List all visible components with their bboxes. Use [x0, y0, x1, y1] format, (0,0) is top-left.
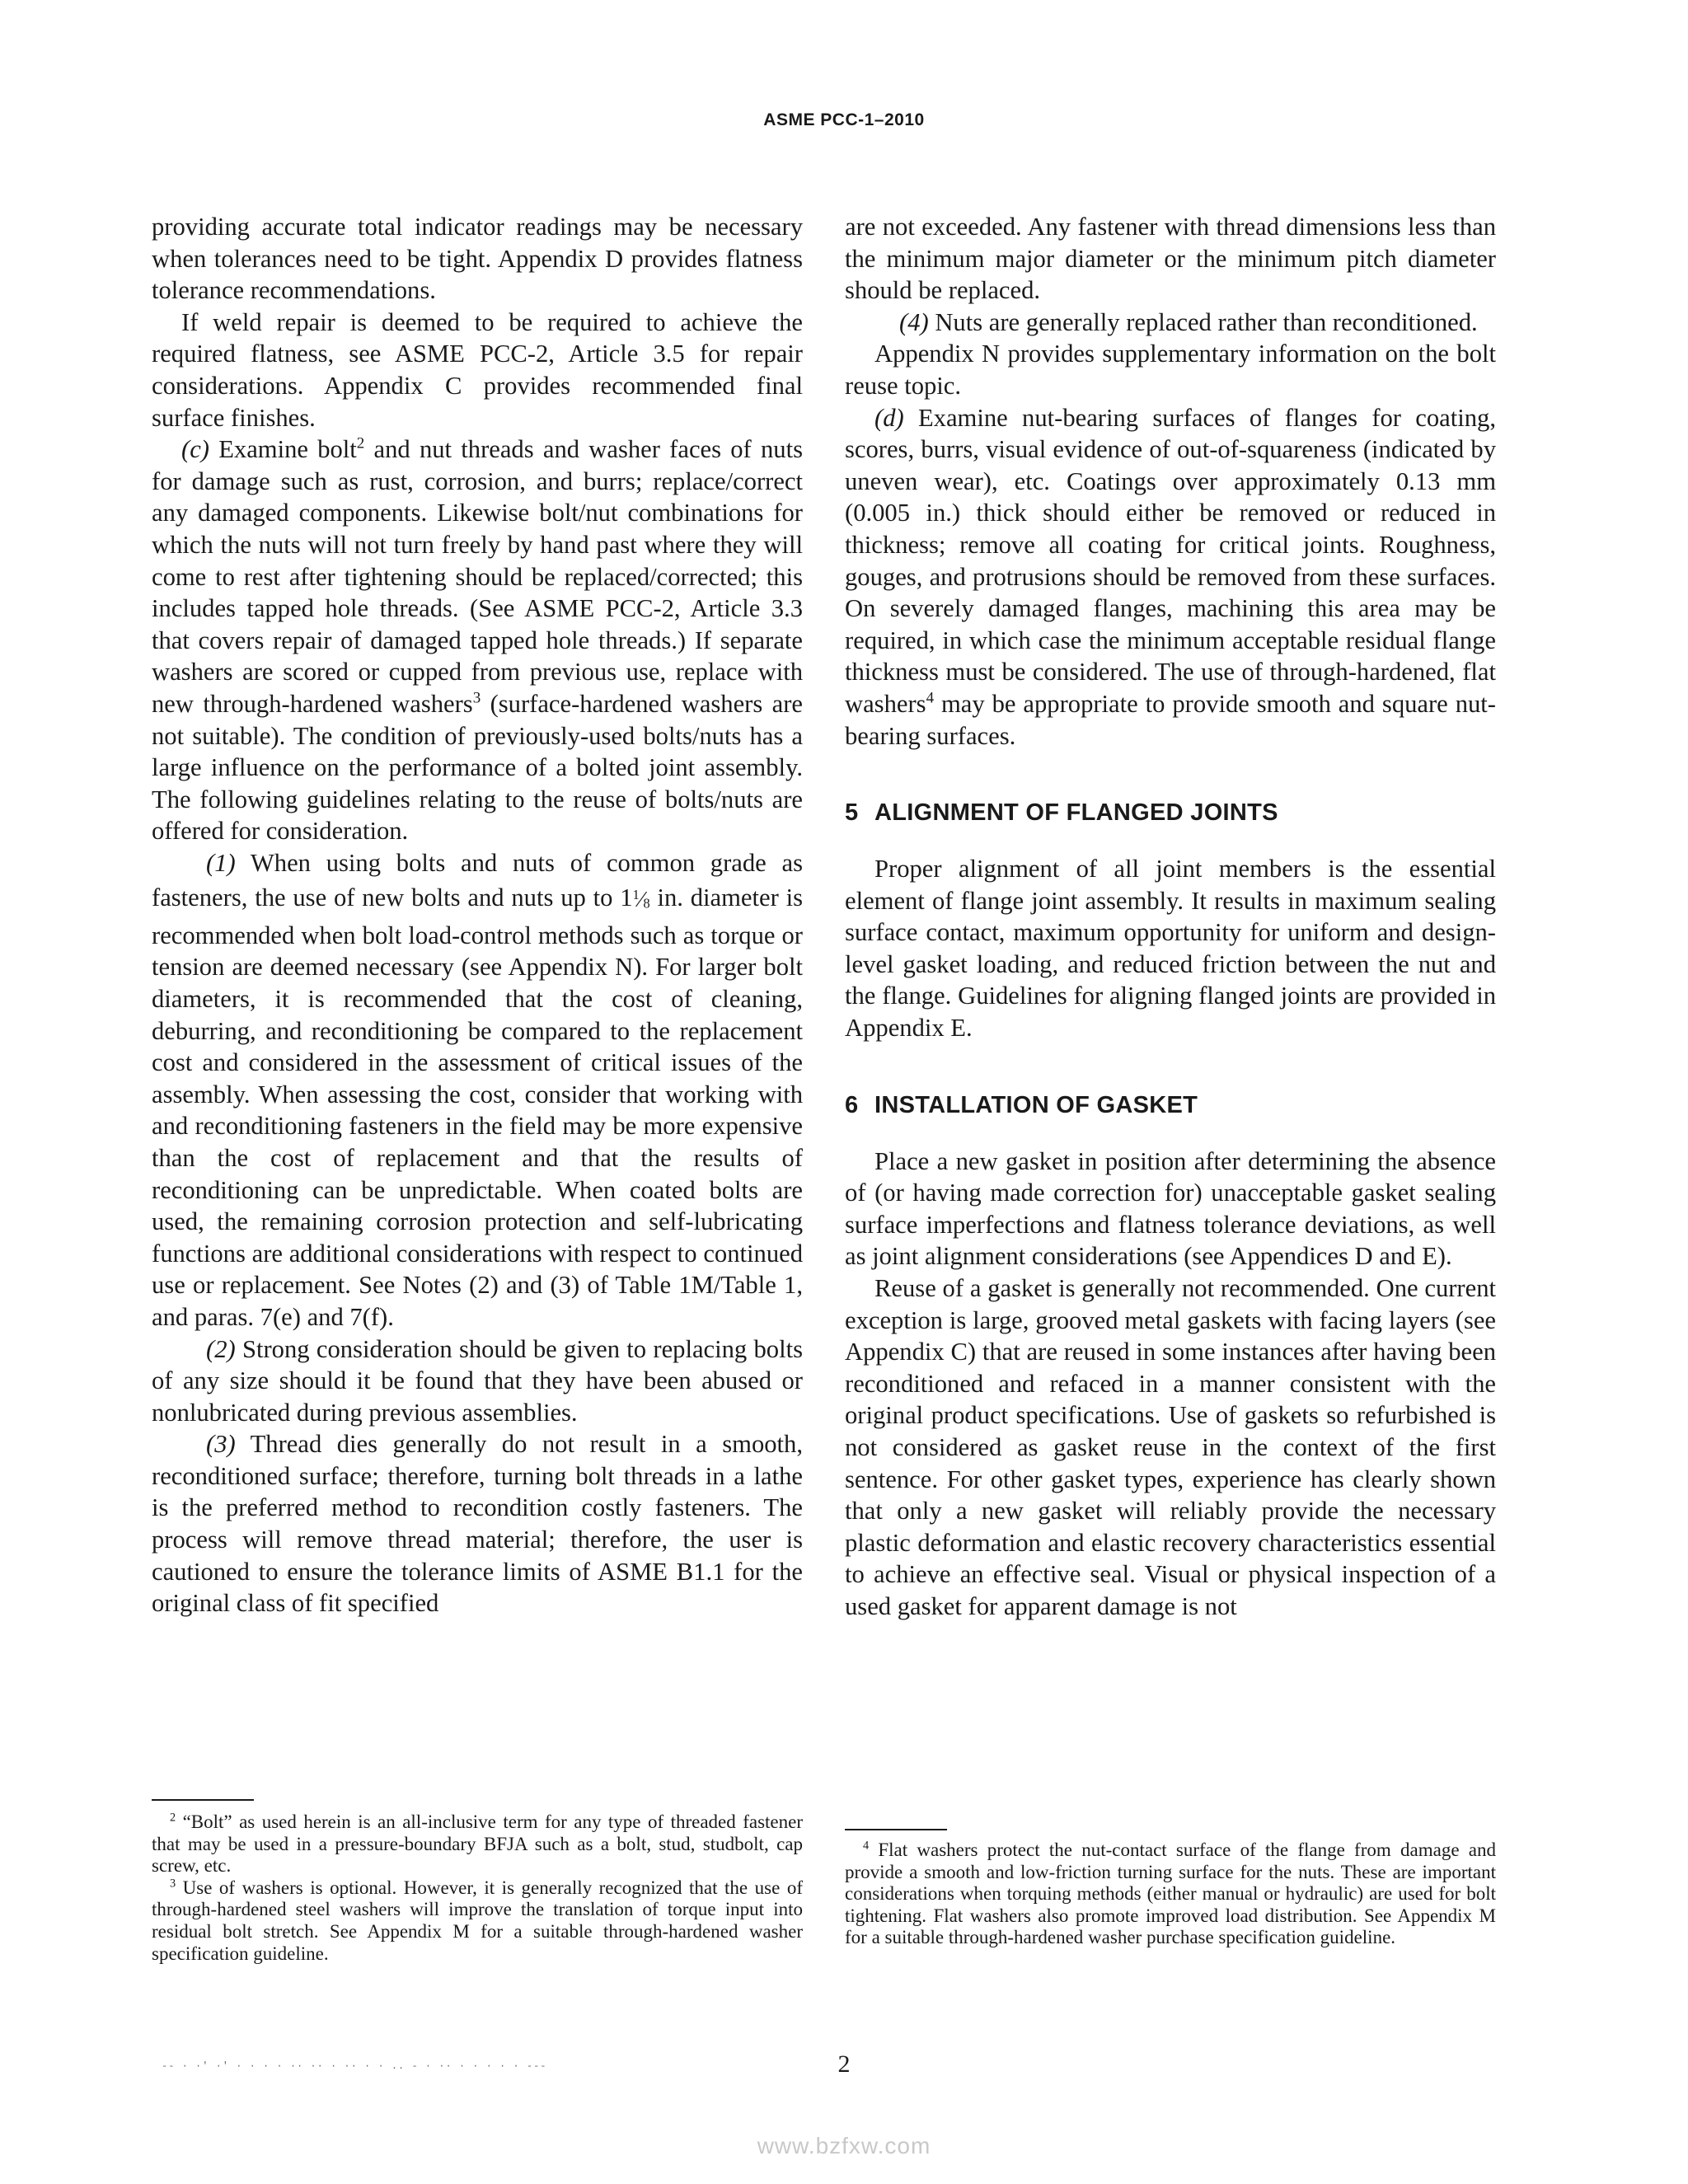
footnote-mark: 2: [170, 1811, 176, 1825]
footnote-rule: [152, 1799, 254, 1801]
paragraph: providing accurate total indicator readings may be necessary when tolerances need to be tight. Appendix D provides flatness tolerance recommendations.: [152, 213, 803, 305]
footnote-4: [845, 1840, 1496, 1949]
text-run: in. diameter is recommended when bolt load-control methods such as torque or tension are deemed necessary (see Appendix N). For larger bolt diameters, it is recommended that the cost of cleaning, deburring, and reconditioning be compared to the replacement cost and considered in the assessment of critical issues of the assembly. When assessing the cost, consider that working with and reconditioning fasteners in the field may be more expensive than the cost of replacement and that the results of reconditioning can be unpredictable. When coated bolts are used, the remaining corrosion protection and self-lubricating functions are additional considerations with respect to continued use or replacement. See Notes (2) and (3) of Table 1M/Table 1, and paras. 7(e) and 7(f).: [152, 883, 803, 1331]
section-heading-6: [845, 1092, 1496, 1119]
footnote-text: Flat washers protect the nut-contact surface of the flange from damage and provide a smooth and low-friction turning surface for the nuts. These are important considerations when torquing methods (either manual or hydraulic) are used for bolt tightening. Flat washers also promote improved load distribution. See Appendix M for a suitable through-hardened washer purchase specification guideline.: [845, 1840, 1496, 1948]
item-label: (4): [899, 307, 929, 336]
section-number: 6: [845, 1091, 859, 1118]
item-label: (d): [874, 403, 904, 432]
footnote-ref: 3: [472, 689, 481, 707]
text-run: Examine bolt: [209, 435, 357, 464]
paragraph-3: [152, 1428, 803, 1619]
text-run: may be appropriate to provide smooth and square nut-bearing surfaces.: [845, 689, 1496, 750]
item-label: (c): [181, 435, 209, 464]
text-run: Strong consideration should be given to replacing bolts of any size should it be found that they have been abused or nonlubricated during previous assemblies.: [152, 1334, 803, 1427]
footnote-2: [152, 1811, 803, 1877]
section-title: ALIGNMENT OF FLANGED JOINTS: [874, 799, 1278, 827]
watermark: www.bzfxw.com: [757, 2133, 931, 2158]
footnote-mark: 4: [863, 1839, 870, 1853]
paragraph: are not exceeded. Any fastener with thread dimensions less than the minimum major diameter or the minimum pitch diameter should be replaced.: [845, 213, 1496, 305]
footnote-ref: 4: [926, 689, 935, 707]
paragraph: Place a new gasket in position after determining the absence of (or having made correction for) unacceptable gasket sealing surface imperfections and flatness tolerance deviations, as well as joint alignment considerations (see Appendices D and E).: [845, 1146, 1496, 1271]
running-head: ASME PCC-1–2010: [763, 110, 925, 129]
footer-noise: -- · ·' ·' · · · · ·· ·· · ·· · · .. - · ·· · · · · · ---: [162, 2060, 547, 2072]
paragraph-c: [152, 434, 803, 847]
footnotes-right: [845, 1840, 1496, 1949]
item-label: (1): [206, 848, 236, 877]
footnote-text: “Bolt” as used herein is an all-inclusive term for any type of threaded fastener that may be used in a pressure-boundary BFJA such as a bolt, stud, studbolt, cap screw, etc.: [152, 1811, 803, 1877]
item-label: (2): [206, 1334, 236, 1363]
section-number: 5: [845, 799, 859, 827]
section-heading-5: [845, 799, 1496, 827]
paragraph-d: [845, 402, 1496, 752]
item-label: (3): [206, 1430, 236, 1459]
footnote-3: [152, 1877, 803, 1965]
paragraph-2: [152, 1333, 803, 1429]
left-column: [152, 211, 803, 1619]
text-run: Examine nut-bearing surfaces of flanges for coating, scores, burrs, visual evidence of out-of-squareness (indicated by uneven wear), etc. Coatings over approximately 0.13 mm (0.005 in.) thick should either be removed or reduced in thickness; remove all coating for critical joints. Roughness, gouges, and protrusions should be removed from these surfaces. On severely damaged flanges, machining this area may be required, in which case the minimum acceptable residual flange thickness must be considered. The use of through-hardened, flat washers: [845, 403, 1496, 718]
text-run: When using bolts and nuts of common grade as fasteners, the use of new bolts and nuts up to 1: [152, 848, 803, 912]
text-run: and nut threads and washer faces of nuts for damage such as rust, corrosion, and burrs; replace/correct any damaged components. Likewise bolt/nut combinations for which the nuts will not turn freely by hand past where they will come to rest after tightening should be replaced/corrected; this includes tapped hole threads. (See ASME PCC-2, Article 3.3 that covers repair of damaged tapped hole threads.) If separate washers are scored or cupped from previous use, replace with new through-hardened washers: [152, 435, 803, 718]
paragraph: Proper alignment of all joint members is the essential element of flange joint assembly. It results in maximum sealing surface contact, maximum opportunity for uniform and design-level gasket loading, and reduced friction between the nut and the flange. Guidelines for aligning flanged joints are provided in Appendix E.: [845, 855, 1496, 1043]
section-title: INSTALLATION OF GASKET: [874, 1091, 1198, 1118]
paragraph: If weld repair is deemed to be required to achieve the required flatness, see ASME PCC-2, Article 3.5 for repair considerations. Appendix C provides recommended final surface finishes.: [152, 307, 803, 432]
text-run: Thread dies generally do not result in a smooth, reconditioned surface; therefore, turning bolt threads in a lathe is the preferred method to recondition costly fasteners. The process will remove thread material; therefore, the user is cautioned to ensure the tolerance limits of ASME B1.1 for the original class of fit specified: [152, 1430, 803, 1618]
right-column: [845, 211, 1496, 1623]
paragraph-1: [152, 847, 803, 1333]
paragraph-4: [845, 307, 1496, 339]
footnote-mark: 3: [170, 1877, 176, 1891]
footnote-ref: 2: [356, 434, 365, 452]
text-run: Nuts are generally replaced rather than reconditioned.: [928, 307, 1478, 336]
footnote-rule: [845, 1829, 947, 1830]
page-number: 2: [837, 2050, 851, 2078]
footnotes-left: [152, 1811, 803, 1965]
fraction: $^1$⁄8: [632, 885, 650, 912]
paragraph: Reuse of a gasket is generally not recommended. One current exception is large, grooved metal gaskets with facing layers (see Appendix C) that are reused in some instances after having been reconditioned and refaced in a manner consistent with the original product specifications. Use of gaskets so refurbished is not considered as gasket reuse in the context of the first sentence. For other gasket types, experience has clearly shown that only a new gasket will reliably provide the necessary plastic deformation and elastic recovery characteristics essential to achieve an effective seal. Visual or physical inspection of a used gasket for apparent damage is not: [845, 1274, 1496, 1620]
paragraph: Appendix N provides supplementary information on the bolt reuse topic.: [845, 340, 1496, 400]
text-run: (surface-hardened washers are not suitable). The condition of previously-used bolts/nuts has a large influence on the performance of a bolted joint assembly. The following guidelines relating to the reuse of bolts/nuts are offered for consideration.: [152, 689, 803, 846]
footnote-text: Use of washers is optional. However, it is generally recognized that the use of through-hardened steel washers will improve the translation of torque input into residual bolt stretch. See Appendix M for a suitable through-hardened washer specification guideline.: [152, 1877, 803, 1964]
